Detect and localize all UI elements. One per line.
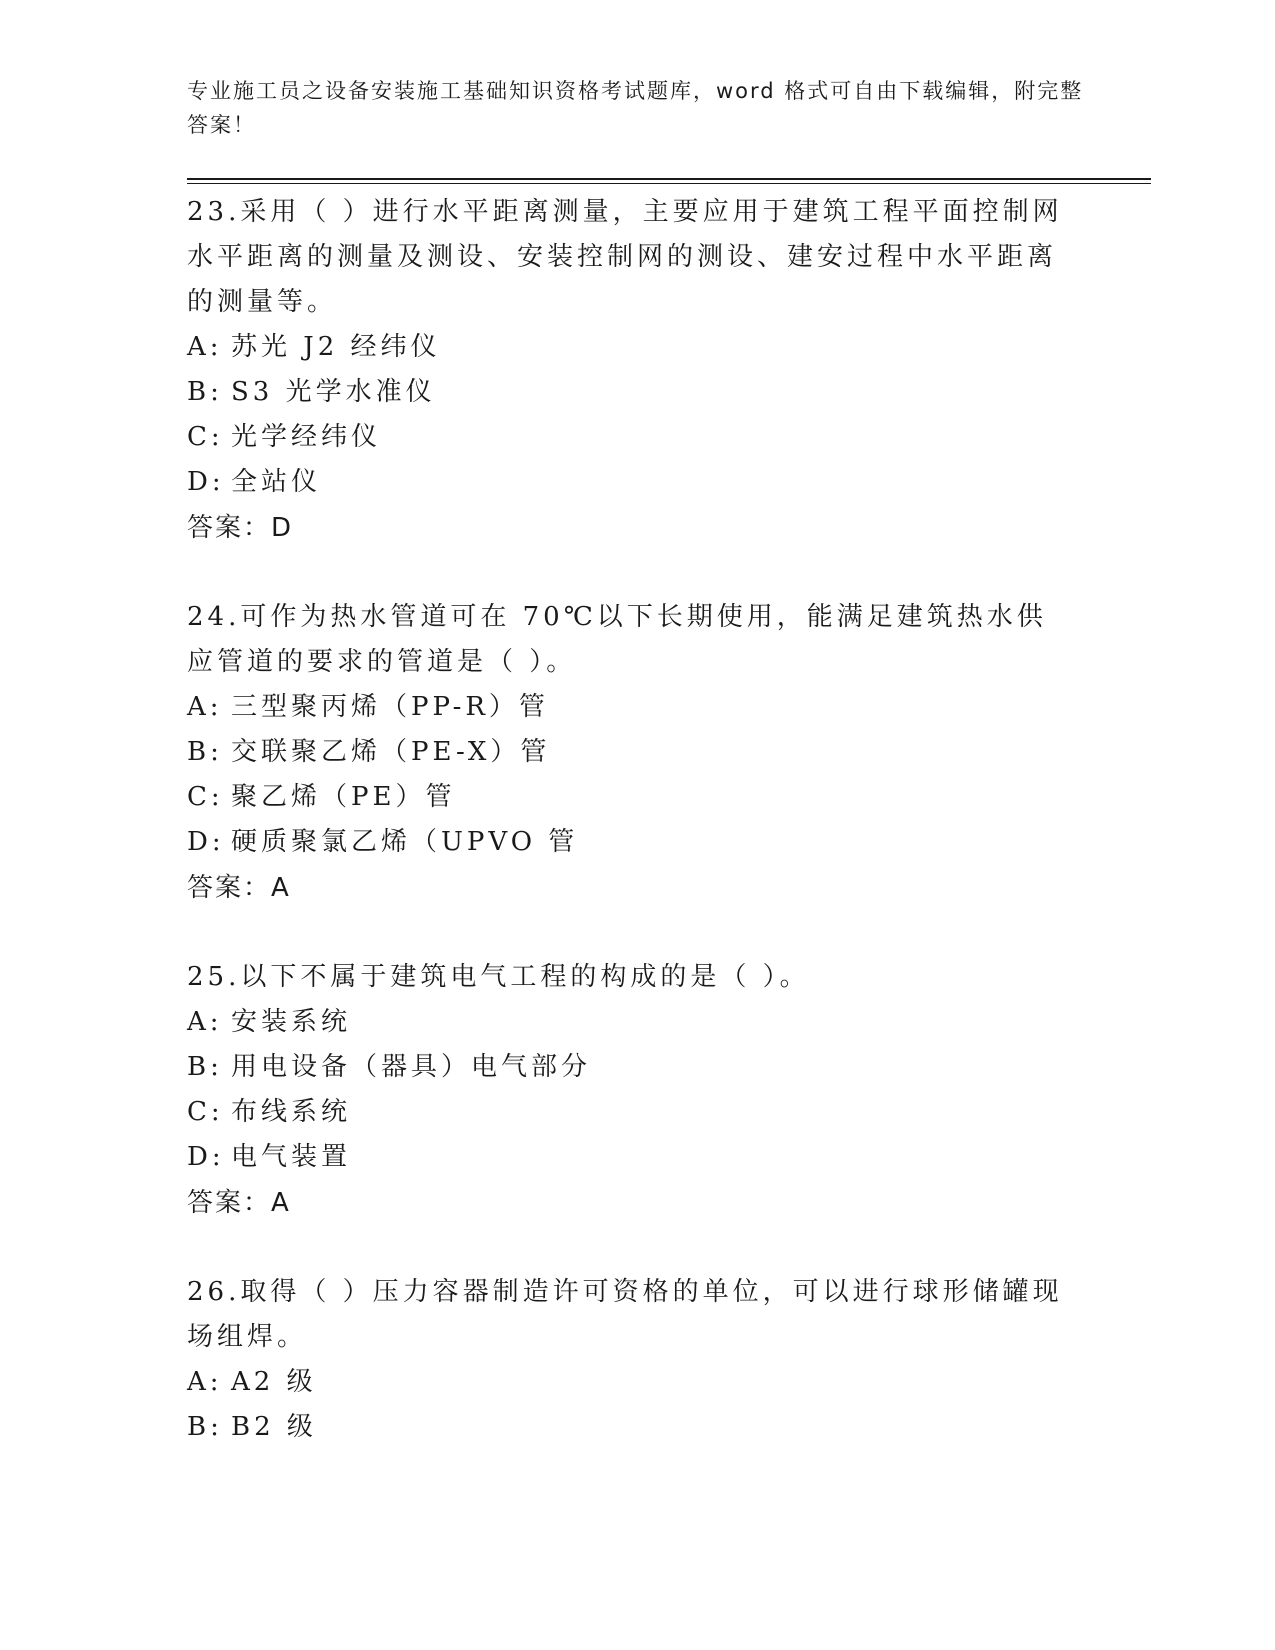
option-text: A2 级: [231, 1367, 317, 1397]
option-key: A:: [187, 332, 223, 362]
option-key: C:: [187, 1097, 224, 1127]
option-d: [187, 820, 1087, 865]
option-a: [187, 685, 1087, 730]
option-b: [187, 370, 1087, 415]
question-stem: 24.可作为热水管道可在 70℃以下长期使用，能满足建筑热水供应管道的要求的管道是（ ）。: [187, 602, 1047, 677]
question-stem: 25.以下不属于建筑电气工程的构成的是（ ）。: [187, 962, 810, 992]
option-key: C:: [187, 422, 224, 452]
option-key: D:: [187, 827, 225, 857]
question-26: [187, 1270, 1087, 1450]
option-key: A:: [187, 1367, 223, 1397]
option-a: [187, 1000, 1087, 1045]
answer-line: 答案：D: [187, 513, 294, 543]
document-header: 专业施工员之设备安装施工基础知识资格考试题库，word 格式可自由下载编辑，附完整答案！: [187, 79, 1084, 137]
option-text: 聚乙烯（PE）管: [231, 782, 456, 812]
question-list: [187, 190, 1087, 1494]
option-b: [187, 1045, 1087, 1090]
option-text: 电气装置: [231, 1142, 352, 1172]
option-key: A:: [187, 1007, 223, 1037]
option-key: D:: [187, 467, 225, 497]
answer-line: 答案：A: [187, 873, 291, 903]
option-key: B:: [187, 1412, 223, 1442]
option-key: B:: [187, 737, 223, 767]
option-text: 硬质聚氯乙烯（UPVO 管: [231, 827, 579, 857]
option-a: [187, 1360, 1087, 1405]
option-key: A:: [187, 692, 223, 722]
option-c: [187, 1090, 1087, 1135]
option-a: [187, 325, 1087, 370]
answer-line: 答案：A: [187, 1188, 291, 1218]
option-text: 用电设备（器具）电气部分: [231, 1052, 592, 1082]
question-stem: 23.采用（ ）进行水平距离测量，主要应用于建筑工程平面控制网水平距离的测量及测设、安装控制网的测设、建安过程中水平距离的测量等。: [187, 197, 1063, 317]
option-text: 苏光 J2 经纬仪: [231, 332, 441, 362]
question-stem: 26.取得（ ）压力容器制造许可资格的单位，可以进行球形储罐现场组焊。: [187, 1277, 1063, 1352]
option-key: C:: [187, 782, 224, 812]
option-text: 三型聚丙烯（PP-R）管: [231, 692, 549, 722]
option-text: S3 光学水准仪: [231, 377, 436, 407]
question-23: [187, 190, 1087, 551]
option-d: [187, 460, 1087, 505]
option-text: B2 级: [231, 1412, 317, 1442]
option-b: [187, 730, 1087, 775]
header-divider-thin: [187, 183, 1151, 184]
header-divider-thick: [187, 178, 1151, 180]
option-text: 交联聚乙烯（PE-X）管: [231, 737, 551, 767]
option-c: [187, 775, 1087, 820]
option-text: 布线系统: [231, 1097, 352, 1127]
option-text: 安装系统: [231, 1007, 352, 1037]
option-key: B:: [187, 377, 223, 407]
option-key: D:: [187, 1142, 225, 1172]
question-24: [187, 595, 1087, 911]
option-text: 全站仪: [231, 467, 322, 497]
option-d: [187, 1135, 1087, 1180]
option-text: 光学经纬仪: [231, 422, 382, 452]
option-b: [187, 1405, 1087, 1450]
option-key: B:: [187, 1052, 223, 1082]
question-25: [187, 955, 1087, 1226]
option-c: [187, 415, 1087, 460]
